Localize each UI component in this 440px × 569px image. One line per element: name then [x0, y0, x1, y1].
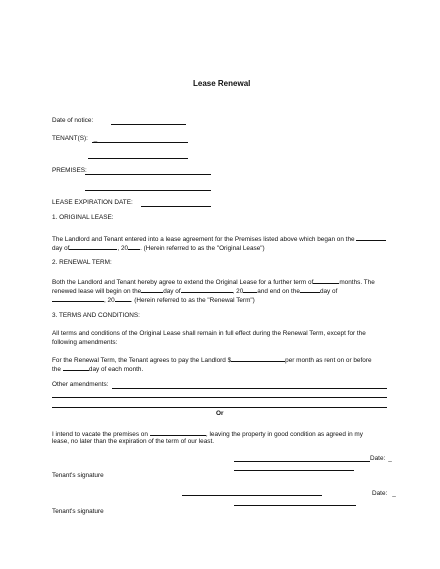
s2-begin: renewed lease will begin on the: [52, 288, 142, 295]
renewal-months-blank[interactable]: [313, 277, 339, 284]
tenant-signature-1-label: Tenant's signature: [52, 472, 104, 479]
s3-the: the: [52, 366, 61, 373]
s2-herein: . (Herein referred to as the "Renewal Term"): [130, 297, 255, 304]
section-3-heading: 3. TERMS AND CONDITIONS:: [52, 312, 140, 319]
vacate-line-2: lease, no later than the expiration of the term of our least.: [52, 438, 214, 445]
original-lease-year-blank[interactable]: [128, 243, 140, 250]
tenants-label-text: TENANT(S):: [52, 135, 88, 142]
rent-due-day-blank[interactable]: [63, 364, 89, 371]
signature-block-1-line-bottom[interactable]: [234, 470, 354, 471]
original-lease-day-blank[interactable]: [69, 243, 117, 250]
other-amendments-line-1[interactable]: [112, 388, 387, 389]
original-lease-start-blank[interactable]: [356, 234, 386, 241]
signature-block-1-line-top[interactable]: [234, 461, 370, 462]
date-suffix-2: _: [392, 490, 396, 497]
s2-day-of-2: day of: [319, 288, 338, 295]
section-2-line-3: [52, 295, 255, 305]
renewal-end-year-blank[interactable]: [115, 295, 131, 302]
premises-line-1[interactable]: [85, 174, 211, 175]
renewal-begin-year-blank[interactable]: [243, 286, 257, 293]
tenants-line-2[interactable]: [88, 158, 188, 159]
s3-pay-text: For the Renewal Term, the Tenant agrees to pay the Landlord $: [52, 357, 232, 364]
lease-expiration-line[interactable]: [141, 206, 211, 207]
renewal-end-day-blank[interactable]: [300, 286, 320, 293]
date-label-1-text: Date:: [370, 455, 386, 462]
s2-months: months. The: [339, 279, 375, 286]
vacate-date-blank[interactable]: [150, 429, 206, 436]
section-3-p1-line-1: All terms and conditions of the Original Lease shall remain in full effect during the Renewal Term, except for the: [52, 330, 366, 337]
other-amendments-line-2[interactable]: [52, 397, 387, 398]
date-label-2-text: Date:: [372, 490, 388, 497]
date-label-1: [370, 455, 392, 463]
s1-herein: . (Herein referred to as the "Original Lease"): [140, 245, 265, 252]
or-separator: Or: [216, 410, 224, 417]
tenant-signature-2-label: Tenant's signature: [52, 508, 104, 515]
s1-year-prefix: , 20: [117, 245, 129, 252]
section-3-p2-line-2: [52, 364, 143, 374]
renewal-end-month-blank[interactable]: [52, 295, 104, 302]
s1-day-of: day of: [52, 245, 70, 252]
renewal-begin-month-blank[interactable]: [181, 286, 233, 293]
section-1-line-2: [52, 243, 265, 253]
premises-line-2[interactable]: [85, 190, 211, 191]
section-2-heading: 2. RENEWAL TERM:: [52, 259, 112, 266]
document-title: Lease Renewal: [193, 79, 251, 88]
renewal-begin-day-blank[interactable]: [141, 286, 163, 293]
section-1-heading: 1. ORIGINAL LEASE:: [52, 214, 114, 221]
section-1-line-1-text: The Landlord and Tenant entered into a lease agreement for the Premises listed above which began on the: [52, 236, 355, 243]
s3-per-month: per month as rent on or before: [285, 357, 372, 364]
premises-label: PREMISES:: [52, 167, 87, 174]
s2-end-on: and end on the: [257, 288, 300, 295]
other-amendments-label: Other amendments:: [52, 381, 109, 388]
s2-day-of-1: day of: [163, 288, 181, 295]
tenants-prefix: _: [93, 135, 98, 142]
s2-year-2: , 20: [104, 297, 115, 304]
date-of-notice-line[interactable]: [111, 124, 186, 125]
tenant-signature-2-line[interactable]: [182, 495, 322, 496]
s3-day-each-month: day of each month.: [88, 366, 144, 373]
s2-l1-text: Both the Landlord and Tenant hereby agree to extend the Original Lease for a further term of: [52, 279, 314, 286]
other-amendments-line-3[interactable]: [52, 407, 387, 408]
date-suffix-1: _: [388, 455, 392, 462]
lease-expiration-label: LEASE EXPIRATION DATE:: [52, 199, 133, 206]
vacate-text-1: I intend to vacate the premises on: [52, 431, 148, 438]
tenants-label: [52, 135, 97, 143]
s2-year-1: , 20: [232, 288, 244, 295]
vacate-text-2: , leaving the property in good condition as agreed in my: [205, 431, 363, 438]
section-3-p1-line-2: following amendments:: [52, 339, 118, 346]
signature-block-2-line-bottom[interactable]: [234, 505, 356, 506]
tenants-line-1[interactable]: [92, 142, 188, 143]
date-of-notice-label: Date of notice:: [52, 117, 94, 124]
rent-amount-blank[interactable]: [231, 355, 285, 362]
date-label-2: [372, 490, 396, 498]
